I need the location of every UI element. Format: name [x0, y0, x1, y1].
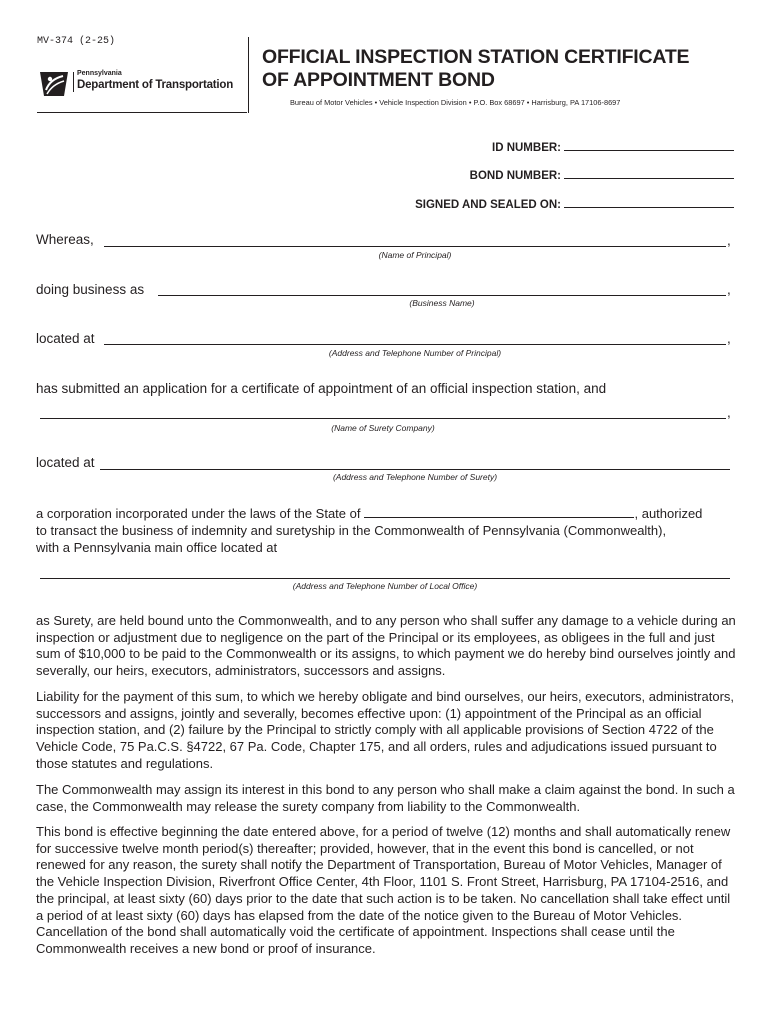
assign-paragraph: [36, 782, 736, 815]
whereas-label: Whereas,: [36, 232, 94, 247]
application-text: has submitted an application for a certificate of appointment of an official inspection station, and: [36, 381, 607, 396]
surety-caption: (Name of Surety Company): [331, 423, 435, 433]
signed-sealed-label: SIGNED AND SEALED ON:: [415, 199, 561, 211]
principal-name-line[interactable]: [104, 246, 726, 247]
principal-address-caption: (Address and Telephone Number of Principal): [328, 348, 502, 358]
header-divider: [248, 37, 249, 113]
corporation-suffix: , authorized: [634, 506, 703, 521]
id-number-field[interactable]: [492, 140, 734, 154]
corporation-line-2: to transact the business of indemnity and suretyship in the Commonwealth of Pennsylvania (Commonwealth),: [36, 523, 667, 538]
local-office-caption: (Address and Telephone Number of Local Office): [292, 581, 478, 591]
id-number-label: ID NUMBER:: [492, 142, 561, 154]
bond-number-blank[interactable]: [564, 168, 734, 179]
logo-department: Department of Transportation: [77, 79, 234, 91]
penndot-logo: [37, 70, 242, 100]
surety-address-line[interactable]: [100, 469, 730, 470]
comma: ,: [727, 331, 731, 346]
effective-paragraph: [36, 824, 736, 958]
id-number-blank[interactable]: [564, 140, 734, 151]
located-at-label: located at: [36, 331, 95, 346]
liability-paragraph: [36, 689, 736, 773]
surety-name-line[interactable]: [40, 418, 726, 419]
surety-text: as Surety, are held bound unto the Commonwealth, and to any person who shall suffer any damage to a vehicle during an inspection or adjustment due to negligence on the part of the Principal or its employees, as obligees in the full and just sum of $10,000 to be paid to the Commonwealth or its assigns, to which payment we do hereby bind ourselves jointly and severally, our heirs, executors, administrators, successors and assigns.: [36, 613, 736, 679]
corporation-prefix: a corporation incorporated under the laws of the State of: [36, 506, 361, 521]
principal-caption: (Name of Principal): [378, 250, 452, 260]
signed-sealed-field[interactable]: [415, 197, 734, 211]
corporation-text: [36, 505, 736, 556]
comma: ,: [727, 282, 731, 297]
comma: ,: [727, 233, 731, 248]
bond-number-label: BOND NUMBER:: [469, 170, 561, 182]
title-line-2: OF APPOINTMENT BOND: [262, 69, 495, 91]
bureau-address: Bureau of Motor Vehicles • Vehicle Inspection Division • P.O. Box 68697 • Harrisburg, PA 17106-8697: [290, 98, 621, 107]
header-rule: [37, 112, 247, 113]
principal-address-line[interactable]: [104, 344, 726, 345]
keystone-icon: [37, 70, 71, 98]
corporation-line-3: with a Pennsylvania main office located at: [36, 540, 278, 555]
comma: ,: [727, 405, 731, 420]
business-caption: (Business Name): [409, 298, 475, 308]
logo-divider: [73, 72, 74, 92]
title-line-1: OFFICIAL INSPECTION STATION CERTIFICATE: [262, 46, 690, 68]
liability-text: Liability for the payment of this sum, to which we hereby obligate and bind ourselves, our heirs, executors, administrators, successors and assigns, jointly and severally, becomes effective upon: (1) appointment of the Principal as an official inspection station, and (2) failure by the Principal to strictly comply with all applicable provisions of Section 4722 of the Vehicle Code, 75 Pa.C.S. §4722, 67 Pa. Code, Chapter 175, and all orders, rules and adjudications issued pursuant to those statutes and regulations.: [36, 689, 735, 771]
state-of-incorporation-blank[interactable]: [364, 505, 634, 518]
logo-state: Pennsylvania: [77, 70, 122, 77]
effective-text: This bond is effective beginning the date entered above, for a period of twelve (12) months and shall automatically renew for successive twelve month period(s) thereafter; provided, however, that in the event this bond is cancelled, or not renewed for any reason, the surety shall notify the Department of Transportation, Bureau of Motor Vehicles, Manager of the Vehicle Inspection Division, Riverfront Office Center, 4th Floor, 1101 S. Front Street, Harrisburg, PA 17104-2516, and the principal, at least sixty (60) days prior to the date that such action is to be taken. No cancellation shall take effect until a period of at least sixty (60) days has elapsed from the date of the notice given to the Bureau of Motor Vehicles. Cancellation of the bond shall automatically void the certificate of appointment. Inspections shall cease until the Commonwealth receives a new bond or proof of insurance.: [36, 824, 731, 956]
signed-sealed-blank[interactable]: [564, 197, 734, 208]
local-office-line[interactable]: [40, 578, 730, 579]
located-at-label: located at: [36, 455, 95, 470]
business-name-line[interactable]: [158, 295, 726, 296]
assign-text: The Commonwealth may assign its interest in this bond to any person who shall make a claim against the bond. In such a case, the Commonwealth may release the surety company from liability to the Commonwealth.: [36, 782, 735, 814]
dba-label: doing business as: [36, 282, 145, 297]
surety-paragraph: [36, 613, 736, 680]
bond-number-field[interactable]: [470, 168, 734, 182]
form-number: MV-374 (2-25): [37, 36, 116, 47]
page-title: [262, 46, 742, 92]
surety-address-caption: (Address and Telephone Number of Surety): [332, 472, 498, 482]
